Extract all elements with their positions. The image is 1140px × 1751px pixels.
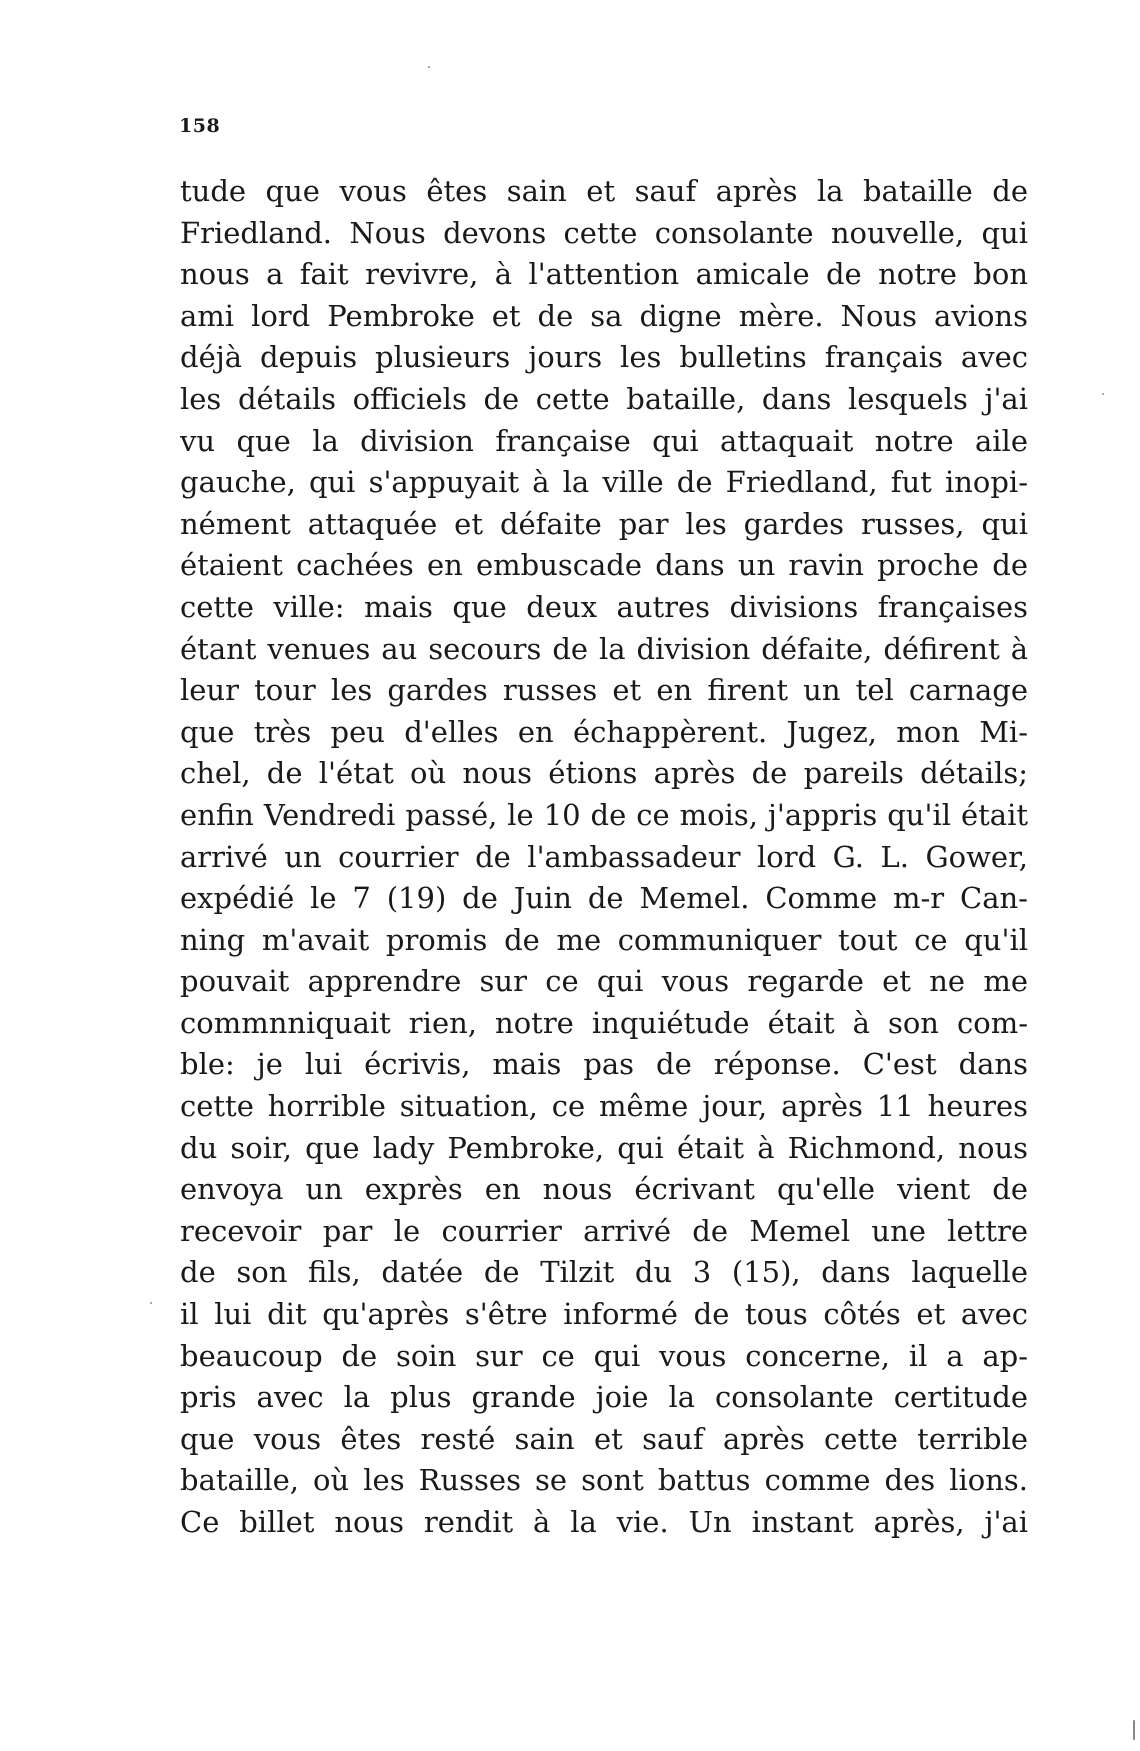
text-line: il lui dit qu'après s'être informé de tous côtés et avec	[180, 1297, 1028, 1332]
scan-speck	[428, 66, 430, 68]
text-line: gauche, qui s'appuyait à la ville de Friedland, fut inopi-	[180, 465, 1028, 500]
body-text	[180, 171, 1028, 1544]
text-line: ami lord Pembroke et de sa digne mère. Nous avions	[180, 298, 1028, 333]
text-line: les détails officiels de cette bataille, dans lesquels j'ai	[180, 381, 1028, 416]
text-line: vu que la division française qui attaquait notre aile	[180, 423, 1028, 458]
text-line: recevoir par le courrier arrivé de Memel une lettre	[180, 1213, 1028, 1248]
text-line: leur tour les gardes russes et en firent un tel carnage	[180, 673, 1028, 708]
text-line: beaucoup de soin sur ce qui vous concerne, il a ap-	[180, 1338, 1028, 1373]
text-line: étaient cachées en embuscade dans un ravin proche de	[180, 548, 1028, 583]
scan-edge-mark	[1133, 1720, 1135, 1740]
text-line: que très peu d'elles en échappèrent. Jugez, mon Mi-	[180, 714, 1028, 749]
text-line: que vous êtes resté sain et sauf après cette terrible	[180, 1421, 1028, 1456]
text-line: chel, de l'état où nous étions après de pareils détails;	[180, 756, 1028, 791]
text-line: commnniquait rien, notre inquiétude était à son com-	[180, 1005, 1028, 1040]
text-line: pouvait apprendre sur ce qui vous regarde et ne me	[180, 964, 1028, 999]
scan-speck	[150, 1302, 152, 1304]
text-line: Ce billet nous rendit à la vie. Un instant après, j'ai	[180, 1505, 1028, 1539]
text-line: tude que vous êtes sain et sauf après la bataille de	[180, 174, 1028, 208]
text-line: arrivé un courrier de l'ambassadeur lord G. L. Gower,	[180, 839, 1028, 874]
text-line: déjà depuis plusieurs jours les bulletins français avec	[180, 340, 1028, 375]
text-line: ble: je lui écrivis, mais pas de réponse. C'est dans	[180, 1047, 1028, 1082]
text-line: enfin Vendredi passé, le 10 de ce mois, j'appris qu'il était	[180, 797, 1028, 832]
text-line: ning m'avait promis de me communiquer tout ce qu'il	[180, 922, 1028, 957]
text-line: du soir, que lady Pembroke, qui était à Richmond, nous	[180, 1130, 1028, 1165]
text-line: pris avec la plus grande joie la consolante certitude	[180, 1380, 1028, 1415]
text-line: nous a fait revivre, à l'attention amicale de notre bon	[180, 257, 1028, 292]
text-line: expédié le 7 (19) de Juin de Memel. Comme m-r Can-	[180, 881, 1028, 916]
text-line: bataille, où les Russes se sont battus comme des lions.	[180, 1463, 1028, 1498]
text-line: étant venues au secours de la division défaite, défirent à	[180, 631, 1028, 666]
text-line: cette horrible situation, ce même jour, après 11 heures	[180, 1089, 1028, 1124]
text-line: Friedland. Nous devons cette consolante nouvelle, qui	[180, 215, 1028, 250]
text-line: cette ville: mais que deux autres divisions françaises	[180, 589, 1028, 624]
scan-speck	[1102, 393, 1104, 395]
page-number: 158	[179, 115, 221, 137]
text-line: nément attaquée et défaite par les gardes russes, qui	[180, 506, 1028, 541]
text-line: envoya un exprès en nous écrivant qu'elle vient de	[180, 1172, 1028, 1207]
text-line: de son fils, datée de Tilzit du 3 (15), dans laquelle	[180, 1255, 1028, 1290]
